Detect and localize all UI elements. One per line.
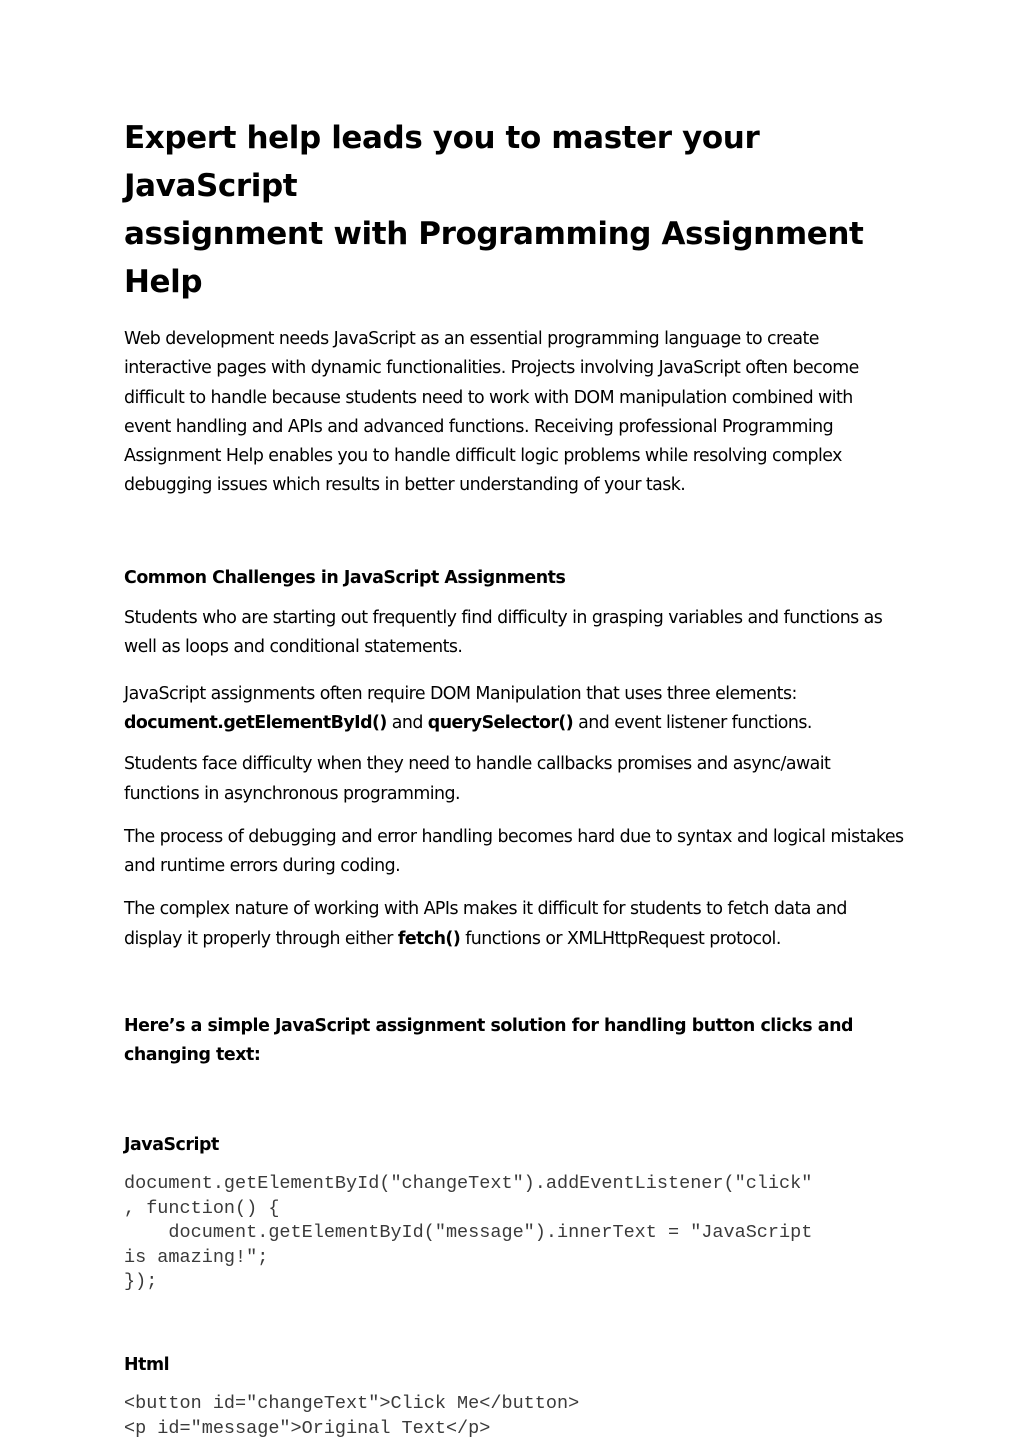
dom-text-and: and bbox=[386, 712, 428, 733]
page-title-line-1: Expert help leads you to master your JavaScript bbox=[124, 120, 760, 204]
example-heading-line-1: Here’s a simple JavaScript assignment solution for handling button clicks and bbox=[124, 1016, 854, 1037]
html-code-block: <button id="changeText">Click Me</button> <p id="message">Original Text</p> bbox=[124, 1393, 580, 1439]
dom-text-start: JavaScript assignments often require DOM Manipulation that uses three elements: bbox=[124, 683, 797, 704]
api-text-start: The complex nature of working with APIs makes it difficult for students to fetch data and display it properly through either bbox=[124, 899, 847, 949]
example-heading-line-2: changing text: bbox=[124, 1045, 261, 1066]
page-title bbox=[124, 114, 904, 306]
challenge-async-paragraph: Students face difficulty when they need to handle callbacks promises and async/await functions in asynchronous programming. bbox=[124, 754, 831, 804]
challenge-dom-paragraph bbox=[124, 680, 904, 739]
dom-text-end: and event listener functions. bbox=[573, 712, 812, 733]
document-page bbox=[124, 114, 904, 1441]
fetch-term: fetch() bbox=[397, 928, 461, 949]
challenge-debugging-paragraph: The process of debugging and error handling becomes hard due to syntax and logical mistakes and runtime errors during coding. bbox=[124, 826, 904, 877]
example-heading bbox=[124, 1012, 904, 1071]
javascript-code-block: document.getElementById("changeText").addEventListener("click" , function() { document.getElementById("message").innerText = "JavaScript is amazing!"; }); bbox=[124, 1172, 813, 1293]
challenge-basics-paragraph: Students who are starting out frequently find difficulty in grasping variables and functions as well as loops and conditional statements. bbox=[124, 608, 883, 658]
challenges-heading: Common Challenges in JavaScript Assignments bbox=[124, 567, 566, 588]
query-selector-term: querySelector() bbox=[427, 712, 574, 733]
intro-paragraph: Web development needs JavaScript as an essential programming language to create interactive pages with dynamic functionalities. Projects involving JavaScript often become difficult to handle because students need to work with DOM manipulation combined with event handling and APIs and advanced functions. Receiving professional Programming Assignment Help enables you to handle difficult logic problems while resolving complex debugging issues which results in better understanding of your task. bbox=[124, 329, 859, 496]
javascript-label: JavaScript bbox=[124, 1134, 219, 1155]
get-element-by-id-term: document.getElementById() bbox=[124, 712, 387, 733]
api-text-end: functions or XMLHttpRequest protocol. bbox=[460, 928, 781, 949]
challenge-api-paragraph bbox=[124, 895, 904, 954]
page-title-line-2: assignment with Programming Assignment Help bbox=[124, 216, 864, 300]
html-label: Html bbox=[124, 1354, 170, 1375]
